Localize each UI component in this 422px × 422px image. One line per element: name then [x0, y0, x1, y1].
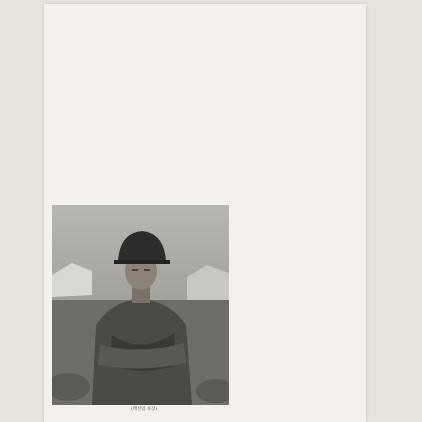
- scanned-page: [44, 4, 366, 422]
- right-text-column: [209, 10, 359, 414]
- left-text-column: [54, 10, 204, 198]
- soldier-photo: [52, 205, 229, 405]
- photo-caption: (백선엽 보장): [130, 407, 158, 412]
- soldier-photo-image: [52, 205, 229, 405]
